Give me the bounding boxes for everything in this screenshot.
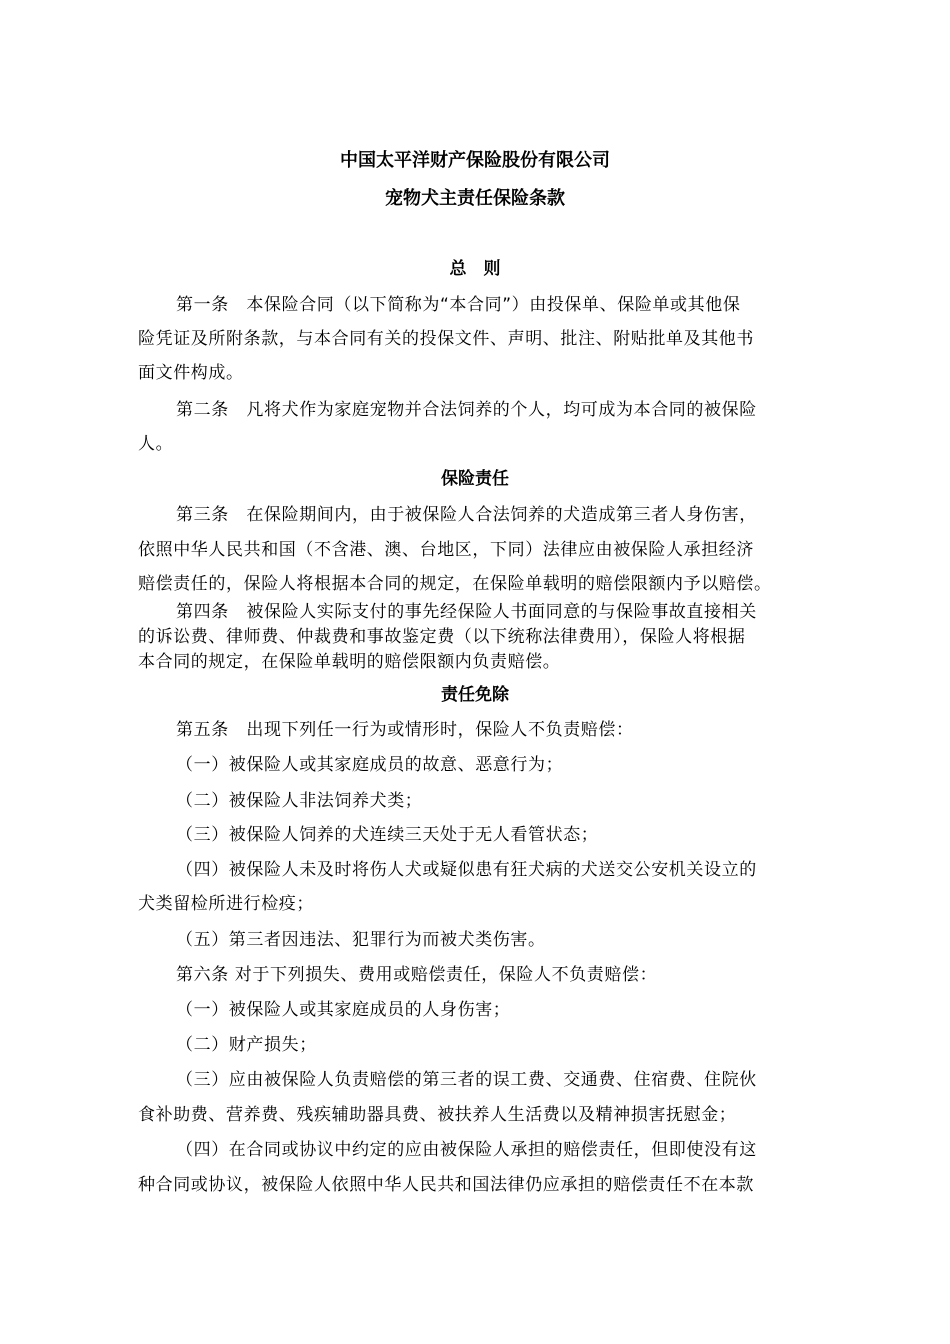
section-heading-general: 总 则 xyxy=(449,259,501,279)
article-3-line-3: 赔偿责任的，保险人将根据本合同的规定，在保险单载明的赔偿限额内予以赔偿。 xyxy=(138,574,772,594)
article-4-line-3: 本合同的规定，在保险单载明的赔偿限额内负责赔偿。 xyxy=(138,652,561,672)
article-5-line-1: 第五条 出现下列任一行为或情形时，保险人不负责赔偿： xyxy=(176,720,634,740)
article-2-line-1: 第二条 凡将犬作为家庭宠物并合法饲养的个人，均可成为本合同的被保险 xyxy=(176,400,757,420)
article-4-line-2: 的诉讼费、律师费、仲裁费和事故鉴定费（以下统称法律费用），保险人将根据 xyxy=(138,627,746,647)
section-heading-liability: 保险责任 xyxy=(441,469,509,489)
article-5-item-3: （三）被保险人饲养的犬连续三天处于无人看管状态； xyxy=(176,825,599,845)
article-3-line-2: 依照中华人民共和国（不含港、澳、台地区，下同）法律应由被保险人承担经济 xyxy=(138,540,754,560)
article-5-item-4-line-1: （四）被保险人未及时将伤人犬或疑似患有狂犬病的犬送交公安机关设立的 xyxy=(176,860,757,880)
article-6-item-3-line-2: 食补助费、营养费、残疾辅助器具费、被扶养人生活费以及精神损害抚慰金； xyxy=(138,1105,737,1125)
article-6-item-4-line-1: （四）在合同或协议中约定的应由被保险人承担的赔偿责任，但即使没有这 xyxy=(176,1140,757,1160)
article-5-item-2: （二）被保险人非法饲养犬类； xyxy=(176,791,423,811)
article-6-item-2: （二）财产损失； xyxy=(176,1035,317,1055)
article-5-item-4-line-2: 犬类留检所进行检疫； xyxy=(138,894,314,914)
article-6-line-1: 第六条 对于下列损失、费用或赔偿责任，保险人不负责赔偿： xyxy=(176,965,658,985)
article-1-line-1: 第一条 本保险合同（以下简称为“本合同”）由投保单、保险单或其他保 xyxy=(176,295,741,315)
article-5-item-5: （五）第三者因违法、犯罪行为而被犬类伤害。 xyxy=(176,930,546,950)
clause-title: 宠物犬主责任保险条款 xyxy=(385,188,565,209)
article-6-item-1: （一）被保险人或其家庭成员的人身伤害； xyxy=(176,1000,511,1020)
article-5-item-1: （一）被保险人或其家庭成员的故意、恶意行为； xyxy=(176,755,564,775)
article-3-line-1: 第三条 在保险期间内，由于被保险人合法饲养的犬造成第三者人身伤害， xyxy=(176,505,757,525)
article-1-line-3: 面文件构成。 xyxy=(138,363,244,383)
article-4-line-1: 第四条 被保险人实际支付的事先经保险人书面同意的与保险事故直接相关 xyxy=(176,602,757,622)
article-2-line-2: 人。 xyxy=(138,434,174,454)
company-title: 中国太平洋财产保险股份有限公司 xyxy=(340,150,610,171)
article-6-item-3-line-1: （三）应由被保险人负责赔偿的第三者的误工费、交通费、住宿费、住院伙 xyxy=(176,1070,757,1090)
section-heading-exclusions: 责任免除 xyxy=(441,685,509,705)
article-1-line-2: 险凭证及所附条款，与本合同有关的投保文件、声明、批注、附贴批单及其他书 xyxy=(138,329,754,349)
article-6-item-4-line-2: 种合同或协议，被保险人依照中华人民共和国法律仍应承担的赔偿责任不在本款 xyxy=(138,1175,754,1195)
